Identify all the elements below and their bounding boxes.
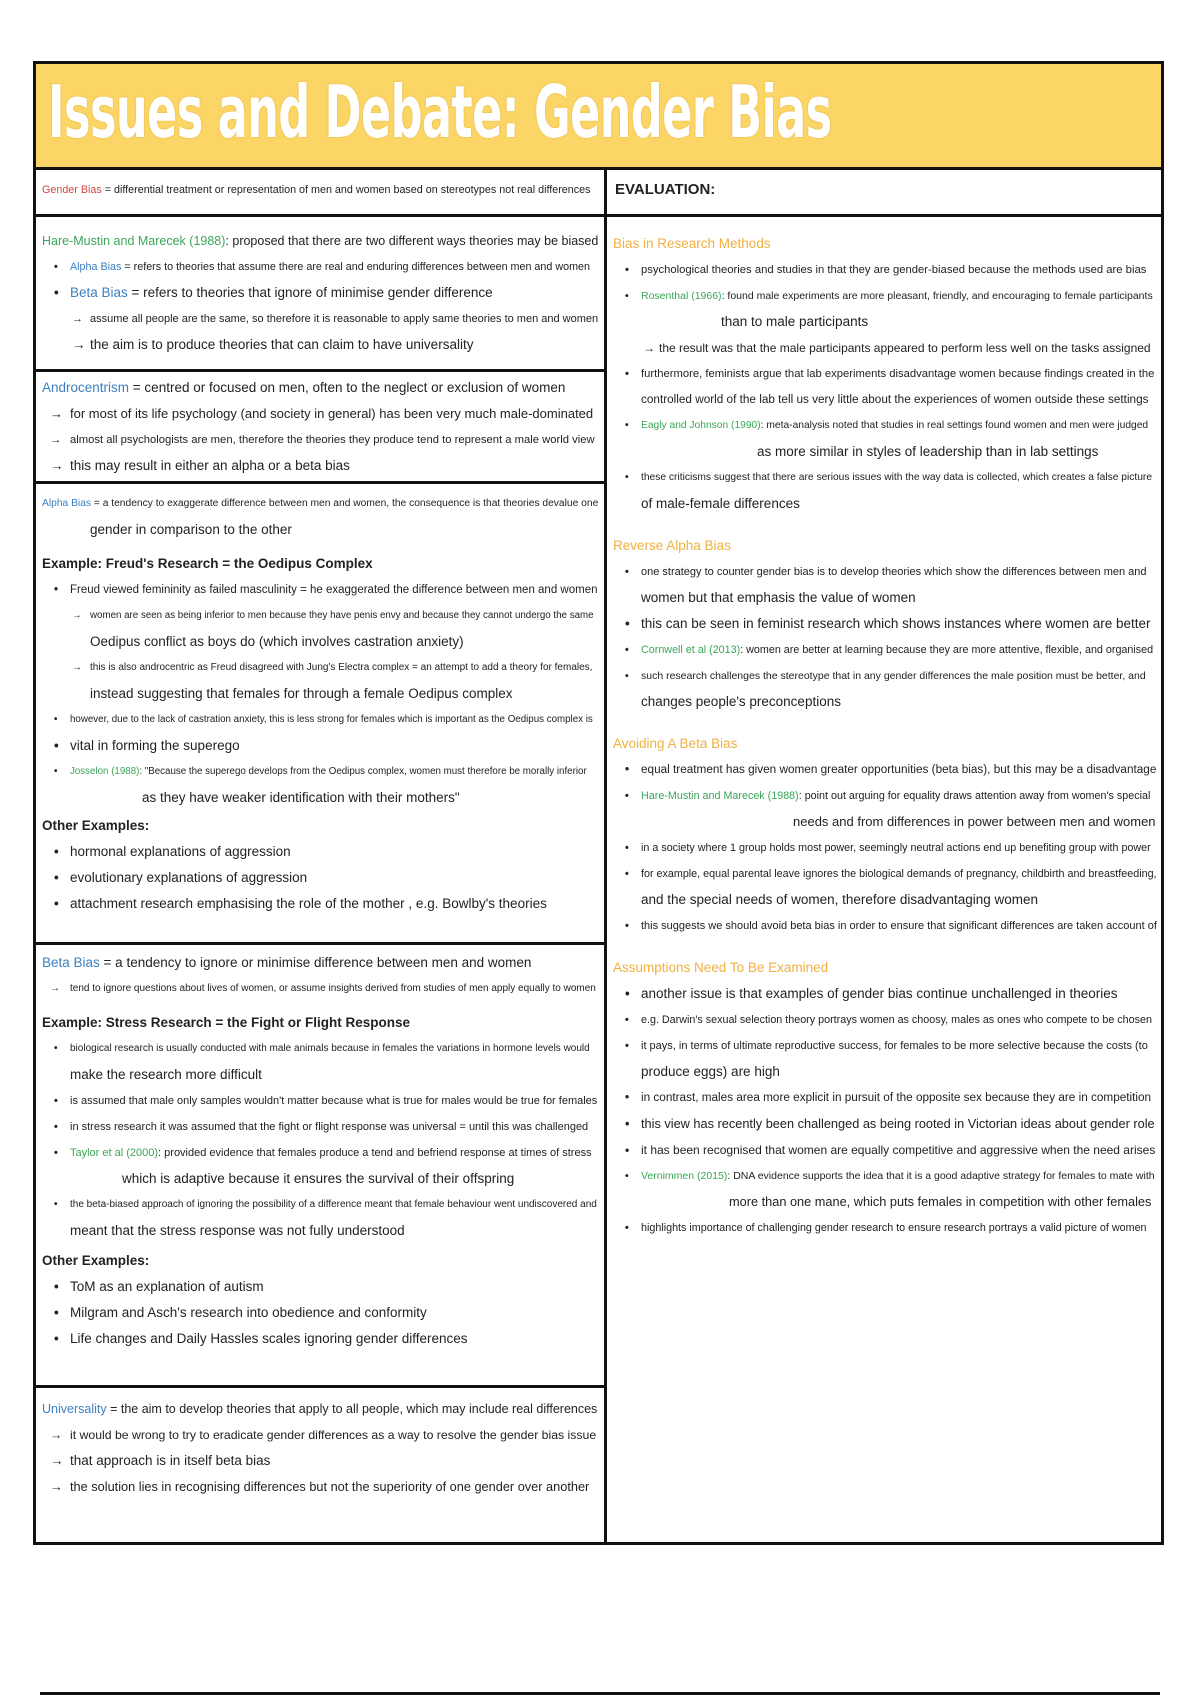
definition-line xyxy=(42,177,598,203)
definition-term: Gender Bias xyxy=(42,184,102,196)
eval-s1-b3a: • furthermore, feminists argue that lab experiments disadvantage women because findings created in the xyxy=(613,361,1157,387)
beta-bullet-5a: • the beta-biased approach of ignoring the possibility of a difference meant that female behaviour went undiscovered and xyxy=(42,1192,598,1218)
alpha-bullet-3b: as they have weaker identification with their mothers" xyxy=(142,790,460,805)
eval-s1-b2a xyxy=(613,283,1157,309)
eval-s4-b8: • highlights importance of challenging gender research to ensure research portrays a valid picture of women xyxy=(613,1215,1157,1241)
alpha-text-1: = a tendency to exaggerate difference between men and women, the consequence is that theories devalue one xyxy=(91,498,598,509)
bottom-rule xyxy=(40,1692,1160,1695)
eval-s1-b4-term: Eagly and Johnson (1990) xyxy=(641,420,761,431)
eval-s4-b7-text: : DNA evidence supports the idea that it is a good adaptive strategy for females to mate with xyxy=(727,1170,1155,1182)
hare-mustin-box xyxy=(36,217,604,372)
beta-other-3: • Life changes and Daily Hassles scales ignoring gender differences xyxy=(42,1326,598,1352)
alpha-other-2: • evolutionary explanations of aggression xyxy=(42,865,598,891)
hare-bullet-beta xyxy=(42,280,598,306)
universality-box xyxy=(36,1388,604,1545)
eval-s4-b7-term: Vernimmen (2015) xyxy=(641,1170,728,1182)
beta-bullet-2: • is assumed that male only samples wouldn't matter because what is true for males would be true for females xyxy=(42,1088,598,1114)
univ-arrow-1: → it would be wrong to try to eradicate gender differences as a way to resolve the gender bias issue xyxy=(42,1422,598,1448)
univ-arrow-2: → that approach is in itself beta bias xyxy=(42,1448,598,1474)
eval-s1-b5b: of male-female differences xyxy=(641,496,800,511)
eval-s2-b1a: • one strategy to counter gender bias is to develop theories which show the differences between men and xyxy=(613,559,1157,585)
hare-arrow-2: → the aim is to produce theories that can claim to have universality xyxy=(42,332,598,358)
definition-box xyxy=(36,167,604,217)
eval-s1-b3b: controlled world of the lab tell us very little about the experiences of women outside these settings xyxy=(641,393,1149,406)
alpha-bullet-2b-text: vital in forming the superego xyxy=(70,738,240,753)
beta-bullet-4-text: : provided evidence that females produce a tend and befriend response at times of stress xyxy=(158,1147,592,1159)
alpha-bullet-2a: • however, due to the lack of castration anxiety, this is less strong for females which is important as the Oedipus complex is xyxy=(42,707,598,733)
eval-s3-title: Avoiding A Beta Bias xyxy=(613,736,738,751)
eval-s4-b6: • it has been recognised that women are equally competitive and aggressive when the need arises xyxy=(613,1137,1157,1163)
alpha-text-2: gender in comparison to the other xyxy=(90,522,292,537)
left-column xyxy=(36,167,607,1545)
eval-s4-b7a xyxy=(613,1163,1157,1189)
eval-s4-b3b: produce eggs) are high xyxy=(641,1064,780,1079)
hare-bullet-beta-text: = refers to theories that ignore of minimise gender difference xyxy=(127,285,493,300)
eval-s4-b3a: • it pays, in terms of ultimate reproductive success, for females to be more selective because the costs (to xyxy=(613,1033,1157,1059)
eval-s1-b2-term: Rosenthal (1966) xyxy=(641,290,722,302)
univ-arrow-3: → the solution lies in recognising differences but not the superiority of one gender over another xyxy=(42,1474,598,1500)
revision-sheet xyxy=(33,61,1164,1545)
page-title: Issues and Debate: Gender Bias xyxy=(48,70,832,154)
beta-arrow-1: → tend to ignore questions about lives of women, or assume insights derived from studies of men apply equally to women xyxy=(42,976,598,1002)
andro-term: Androcentrism xyxy=(42,380,130,395)
univ-def xyxy=(42,1396,598,1422)
beta-other-heading: Other Examples: xyxy=(42,1253,150,1268)
hare-lead-text: : proposed that there are two different ways theories may be biased xyxy=(225,234,598,248)
right-column xyxy=(607,167,1161,1545)
beta-bullet-3: • in stress research it was assumed that the fight or flight response was universal = until this was challenged xyxy=(42,1114,598,1140)
andro-arrow-2: → almost all psychologists are men, therefore the theories they produce tend to represent a male world view xyxy=(42,427,598,453)
alpha-arrow-2b: instead suggesting that females for through a female Oedipus complex xyxy=(90,686,513,701)
beta-other-2: • Milgram and Asch's research into obedience and conformity xyxy=(42,1300,598,1326)
eval-s3-b2-text: : point out arguing for equality draws attention away from women's special xyxy=(798,790,1151,802)
alpha-other-3: • attachment research emphasising the role of the mother , e.g. Bowlby's theories xyxy=(42,891,598,917)
beta-bullet-4a xyxy=(42,1140,598,1166)
beta-term: Beta Bias xyxy=(42,955,100,970)
alpha-other-heading: Other Examples: xyxy=(42,818,150,833)
alpha-term: Alpha Bias xyxy=(42,498,92,509)
andro-arrow-1: → for most of its life psychology (and society in general) has been very much male-dominated xyxy=(42,401,598,427)
alpha-def xyxy=(42,491,598,517)
eval-s3-b3: • in a society where 1 group holds most power, seemingly neutral actions end up benefiting group with power xyxy=(613,835,1157,861)
eval-s2-title: Reverse Alpha Bias xyxy=(613,538,731,553)
eval-s2-b3-text: : women are better at learning because they are more attentive, flexible, and organised xyxy=(740,644,1154,656)
univ-text: = the aim to develop theories that apply to all people, which may include real differences xyxy=(106,1402,598,1416)
eval-s4-title: Assumptions Need To Be Examined xyxy=(613,960,829,975)
hare-bullet-alpha-text: = refers to theories that assume there are real and enduring differences between men and women xyxy=(121,261,591,273)
eval-s1-b2-text: : found male experiments are more pleasant, friendly, and encouraging to female participants xyxy=(721,290,1153,302)
andro-def xyxy=(42,375,598,401)
eval-s2-b4a: • such research challenges the stereotype that in any gender differences the male position must be better, and xyxy=(613,663,1157,689)
alpha-bullet-3-text: : "Because the superego develops from the Oedipus complex, women must therefore be morally inferior xyxy=(139,766,587,777)
title-banner xyxy=(36,64,1161,170)
evaluation-body xyxy=(613,231,1157,1241)
eval-s3-b5: • this suggests we should avoid beta bias in order to ensure that significant differences are taken account of xyxy=(613,913,1157,939)
andro-arrow-3: → this may result in either an alpha or a beta bias xyxy=(42,453,598,479)
eval-s4-b5: • this view has recently been challenged as being rooted in Victorian ideas about gender role xyxy=(613,1111,1157,1137)
univ-term: Universality xyxy=(42,1402,107,1416)
andro-text: = centred or focused on men, often to the neglect or exclusion of women xyxy=(129,380,566,395)
beta-example-heading: Example: Stress Research = the Fight or Flight Response xyxy=(42,1015,410,1030)
alpha-bullet-3-term: Josselon (1988) xyxy=(70,766,140,777)
hare-lead-term: Hare-Mustin and Marecek (1988) xyxy=(42,234,226,248)
eval-s4-b2: • e.g. Darwin's sexual selection theory portrays women as choosy, males as ones who compete to be chosen xyxy=(613,1007,1157,1033)
beta-bias-box xyxy=(36,945,604,1388)
eval-s1-arrow: → the result was that the male participants appeared to perform less well on the tasks assigned xyxy=(613,335,1157,361)
alpha-bias-box xyxy=(36,484,604,945)
eval-s2-b2: • this can be seen in feminist research which shows instances where women are better xyxy=(613,611,1157,637)
alpha-other-1: • hormonal explanations of aggression xyxy=(42,839,598,865)
beta-bullet-5b: meant that the stress response was not fully understood xyxy=(70,1223,405,1238)
hare-arrow-1: → assume all people are the same, so therefore it is reasonable to apply same theories to men and women xyxy=(42,306,598,332)
eval-s3-b2-term: Hare-Mustin and Marecek (1988) xyxy=(641,790,799,802)
beta-bullet-1a: • biological research is usually conducted with male animals because in females the variations in hormone levels would xyxy=(42,1036,598,1062)
beta-def xyxy=(42,950,598,976)
eval-s4-b7b: more than one mane, which puts females in competition with other females xyxy=(729,1194,1152,1209)
eval-s1-b1: • psychological theories and studies in that they are gender-biased because the methods used are bias xyxy=(613,257,1157,283)
eval-s1-b2b: than to male participants xyxy=(721,314,869,329)
hare-lead xyxy=(42,228,598,254)
eval-s2-b1b: women but that emphasis the value of women xyxy=(641,590,916,605)
alpha-bullet-3a xyxy=(42,759,598,785)
eval-s1-b4-text: : meta-analysis noted that studies in real settings found women and men were judged xyxy=(760,420,1149,431)
beta-text: = a tendency to ignore or minimise difference between men and women xyxy=(99,955,532,970)
hare-bullet-alpha-term: Alpha Bias xyxy=(70,261,122,273)
eval-s1-b5a: • these criticisms suggest that there are serious issues with the way data is collected, which creates a false picture xyxy=(613,465,1157,491)
eval-s4-b1: • another issue is that examples of gender bias continue unchallenged in theories xyxy=(613,981,1157,1007)
beta-other-1: • ToM as an explanation of autism xyxy=(42,1274,598,1300)
eval-s2-b3 xyxy=(613,637,1157,663)
eval-s1-b4a xyxy=(613,413,1157,439)
eval-s3-b4b: and the special needs of women, therefore disadvantaging women xyxy=(641,892,1039,907)
alpha-arrow-1b: Oedipus conflict as boys do (which involves castration anxiety) xyxy=(90,634,464,649)
alpha-arrow-2a: → this is also androcentric as Freud disagreed with Jung's Electra complex = an attempt to add a theory for females, xyxy=(42,655,598,681)
alpha-arrow-1a: → women are seen as being inferior to men because they have penis envy and because they cannot undergo the same xyxy=(42,603,598,629)
androcentrism-box xyxy=(36,372,604,484)
definition-text: = differential treatment or representation of men and women based on stereotypes not real differences xyxy=(101,184,591,196)
evaluation-header xyxy=(607,167,1161,217)
eval-s1-title: Bias in Research Methods xyxy=(613,236,771,251)
beta-bullet-1b: make the research more difficult xyxy=(70,1067,262,1082)
eval-s4-b4: • in contrast, males area more explicit in pursuit of the opposite sex because they are in competition xyxy=(613,1085,1157,1111)
eval-s3-b4a: • for example, equal parental leave ignores the biological demands of pregnancy, childbirth and breastfeeding, xyxy=(613,861,1157,887)
alpha-bullet-1: • Freud viewed femininity as failed masculinity = he exaggerated the difference between men and women xyxy=(42,577,598,603)
beta-bullet-4-term: Taylor et al (2000) xyxy=(70,1147,159,1159)
eval-s3-b1: • equal treatment has given women greater opportunities (beta bias), but this may be a disadvantage xyxy=(613,757,1157,783)
beta-bullet-4b: which is adaptive because it ensures the survival of their offspring xyxy=(122,1171,515,1186)
alpha-bullet-2b xyxy=(42,733,598,759)
hare-bullet-alpha xyxy=(42,254,598,280)
hare-bullet-beta-term: Beta Bias xyxy=(70,285,128,300)
eval-s2-b3-term: Cornwell et al (2013) xyxy=(641,644,741,656)
eval-s1-b4b: as more similar in styles of leadership than in lab settings xyxy=(757,444,1099,459)
eval-s3-b2a xyxy=(613,783,1157,809)
eval-s3-b2b: needs and from differences in power between men and women xyxy=(793,814,1156,829)
alpha-example-heading: Example: Freud's Research = the Oedipus Complex xyxy=(42,556,373,571)
eval-s2-b4b: changes people's preconceptions xyxy=(641,694,841,709)
evaluation-heading: EVALUATION: xyxy=(615,181,716,198)
